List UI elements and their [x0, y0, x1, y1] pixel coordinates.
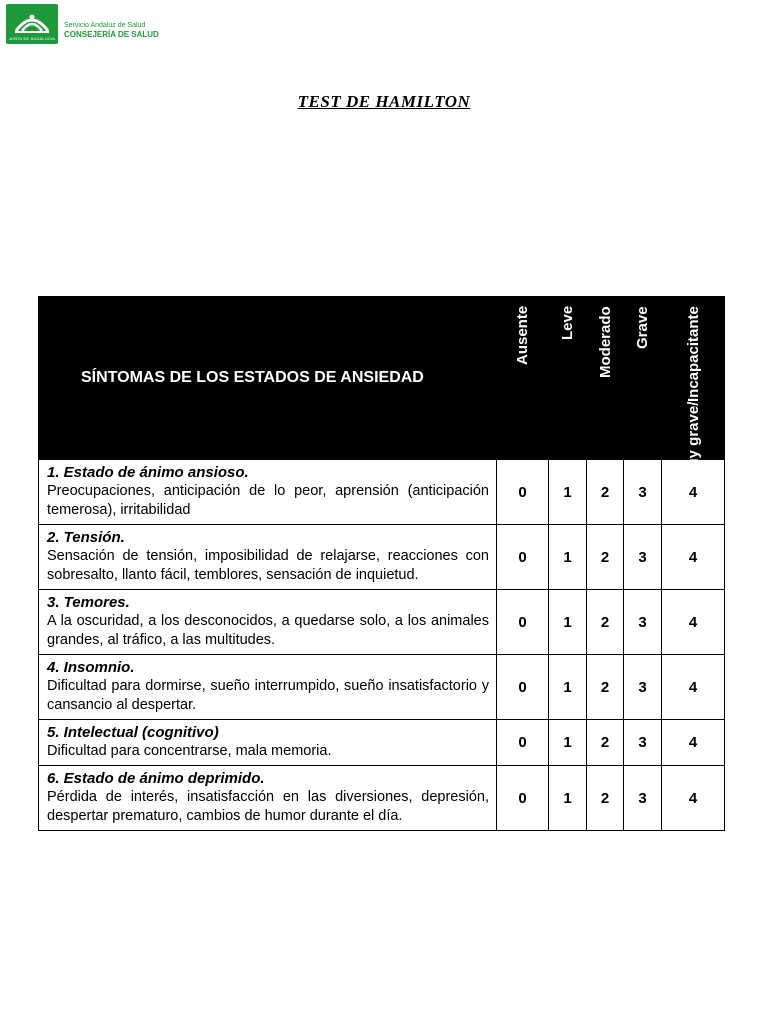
table-row [39, 525, 725, 590]
header-logo [6, 4, 161, 46]
symptom-title: 6. Estado de ánimo deprimido. [47, 770, 265, 787]
symptom-cell [39, 720, 497, 766]
score-grave[interactable]: 3 [624, 720, 662, 766]
junta-andalucia-logo [6, 4, 58, 44]
score-muy-grave[interactable]: 4 [662, 766, 725, 831]
logo-caption: JUNTA DE ANDALUCIA [8, 36, 56, 41]
score-ausente[interactable]: 0 [497, 525, 549, 590]
symptom-cell [39, 460, 497, 525]
level-label: Moderado [596, 306, 614, 378]
score-ausente[interactable]: 0 [497, 655, 549, 720]
score-grave[interactable]: 3 [624, 525, 662, 590]
organization-name [64, 21, 159, 39]
score-moderado[interactable]: 2 [587, 720, 624, 766]
score-grave[interactable]: 3 [624, 655, 662, 720]
score-muy-grave[interactable]: 4 [662, 720, 725, 766]
table-row [39, 590, 725, 655]
table-row [39, 766, 725, 831]
score-grave[interactable]: 3 [624, 766, 662, 831]
score-leve[interactable]: 1 [549, 525, 587, 590]
symptom-description: Preocupaciones, anticipación de lo peor, aprensión (anticipación temerosa), irritabilidad [47, 483, 489, 518]
score-leve[interactable]: 1 [549, 590, 587, 655]
table-row [39, 460, 725, 525]
org-line-2: CONSEJERÍA DE SALUD [64, 30, 159, 39]
symptom-description: Dificultad para dormirse, sueño interrumpido, sueño insatisfactorio y cansancio al despertar. [47, 678, 489, 713]
level-header-muy-grave [662, 297, 725, 481]
score-moderado[interactable]: 2 [587, 460, 624, 525]
score-leve[interactable]: 1 [549, 655, 587, 720]
symptom-cell [39, 766, 497, 831]
symptom-title: 2. Tensión. [47, 529, 125, 546]
symptom-title: 5. Intelectual (cognitivo) [47, 724, 219, 741]
symptom-title: 4. Insomnio. [47, 659, 135, 676]
table-row [39, 720, 725, 766]
symptom-description: Pérdida de interés, insatisfacción en las diversiones, depresión, despertar prematuro, cambios de humor durante el día. [47, 789, 489, 824]
level-header-grave [624, 297, 662, 460]
symptom-cell [39, 525, 497, 590]
score-muy-grave[interactable]: 4 [662, 460, 725, 525]
level-label: Ausente [514, 306, 531, 366]
score-leve[interactable]: 1 [549, 720, 587, 766]
score-moderado[interactable]: 2 [587, 655, 624, 720]
symptom-description: A la oscuridad, a los desconocidos, a quedarse solo, a los animales grandes, al tráfico, a las multitudes. [47, 613, 489, 648]
score-leve[interactable]: 1 [549, 460, 587, 525]
score-ausente[interactable]: 0 [497, 590, 549, 655]
level-header-ausente [497, 297, 549, 460]
score-muy-grave[interactable]: 4 [662, 590, 725, 655]
table-row [39, 655, 725, 720]
level-label: Muy grave/ [684, 401, 702, 481]
hamilton-table [38, 296, 725, 831]
score-muy-grave[interactable]: 4 [662, 525, 725, 590]
level-label: Grave [634, 306, 651, 349]
level-label: Incapacitante [684, 306, 702, 402]
symptom-description: Dificultad para concentrarse, mala memoria. [47, 743, 332, 759]
score-muy-grave[interactable]: 4 [662, 655, 725, 720]
score-moderado[interactable]: 2 [587, 525, 624, 590]
score-moderado[interactable]: 2 [587, 766, 624, 831]
symptom-cell [39, 655, 497, 720]
score-leve[interactable]: 1 [549, 766, 587, 831]
symptom-description: Sensación de tensión, imposibilidad de relajarse, reacciones con sobresalto, llanto fácil, temblores, sensación de inquietud. [47, 548, 489, 583]
score-moderado[interactable]: 2 [587, 590, 624, 655]
score-grave[interactable]: 3 [624, 460, 662, 525]
document-title: TEST DE HAMILTON [297, 92, 471, 111]
score-ausente[interactable]: 0 [497, 720, 549, 766]
table-header-row [39, 297, 725, 460]
level-label: Leve [559, 306, 576, 341]
score-ausente[interactable]: 0 [497, 766, 549, 831]
level-header-moderado [587, 297, 624, 460]
level-header-leve [549, 297, 587, 460]
score-ausente[interactable]: 0 [497, 460, 549, 525]
symptom-title: 3. Temores. [47, 594, 130, 611]
symptom-cell [39, 590, 497, 655]
symptoms-column-header: SÍNTOMAS DE LOS ESTADOS DE ANSIEDAD [39, 297, 497, 460]
org-line-1: Servicio Andaluz de Salud [64, 22, 146, 29]
symptom-title: 1. Estado de ánimo ansioso. [47, 464, 249, 481]
score-grave[interactable]: 3 [624, 590, 662, 655]
